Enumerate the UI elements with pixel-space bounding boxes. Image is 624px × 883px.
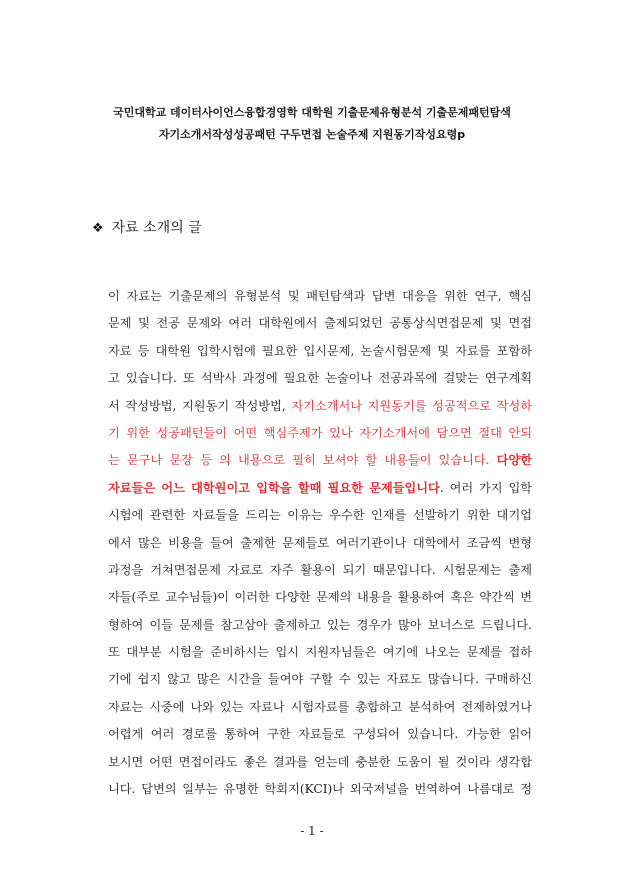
body-line: 이 자료는 기출문제의 유형분석 및 패턴탐색과 답변 대응을 위한 연구, 핵심 [108,289,532,303]
body-line: 어렵게 여러 경로를 통하여 구한 자료들로 구성되어 있습니다. 가능한 읽어 [108,727,532,742]
highlighted-text: 는 문구나 문장 등 의 내용으로 필히 보셔야 할 내용들이 있습니다. [108,453,497,468]
document-title-line-2: 자기소개서작성성공패턴 구두면접 논술주제 지원동기작성요령p [158,128,466,141]
body-text-segment: 서 작성방법, 지원동기 작성방법, [108,398,292,413]
body-line: 시험에 관련한 자료들을 드리는 이유는 우수한 인재를 선발하기 위한 대기업 [108,508,532,523]
highlighted-line: 기 위한 성공패턴들이 어떤 핵심주제가 있나 자기소개서에 담으면 절대 안되 [108,425,532,440]
body-line [108,393,532,420]
section-heading [92,217,202,237]
section-heading-text: 자료 소개의 글 [111,220,202,236]
body-line [108,475,532,502]
body-line: 자료 등 대학원 입학시험에 필요한 입시문제, 논술시험문제 및 자료를 포함하 [108,343,532,358]
highlighted-bold-text: 자료들은 어느 대학원이고 입학을 할때 필요한 문제들입니다 [108,480,440,495]
body-line: 니다. 답변의 일부는 유명한 학회지(KCI)나 외국저널을 번역하여 나름대로 정 [108,782,532,797]
document-title-line-1: 국민대학교 데이터사이언스융합경영학 대학원 기출문제유형분석 기출문제패턴탐색 [113,106,511,119]
body-line: 기에 쉽지 않고 많은 시간을 들여야 구할 수 있는 자료도 많습니다. 구매하신 [108,672,532,687]
body-line: 문제 및 전공 문제와 여러 대학원에서 출제되었던 공통상식면접문제 및 면접 [108,316,532,331]
body-paragraph [108,283,532,803]
body-line: 고 있습니다. 또 석박사 과정에 필요한 논술이나 전공과목에 걸맞는 연구계획 [108,371,532,386]
diamond-bullet-icon: ❖ [92,221,104,236]
highlighted-bold-text: 다양한 [496,453,532,468]
body-line: 자들(주로 교수님들)이 이러한 다양한 문제의 내용을 활용하여 혹은 약간씩 변 [108,590,532,605]
page-number: - 1 - [300,824,324,838]
body-line: 에서 많은 비용을 들여 출제한 문제들로 여러기관이나 대학에서 조금씩 변형 [108,535,532,550]
body-line: 자료는 시중에 나와 있는 자료나 시험자료를 총합하고 분석하여 전제하였거나 [108,699,532,714]
highlighted-text: 자기소개서나 지원동기를 성공적으로 작성하 [291,398,532,413]
body-line: 형하여 이들 문제를 참고삼아 출제하고 있는 경우가 많아 보너스로 드립니다. [108,617,532,632]
body-line: 또 대부분 시험을 준비하시는 입시 지원자님들은 여기에 나오는 문제를 접하 [108,645,532,660]
body-line: 과정을 거쳐면접문제 자료로 자주 활용이 되기 때문입니다. 시험문제는 출제 [108,562,532,577]
body-text-segment: . 여러 가지 입학 [439,480,532,495]
body-line [108,447,532,474]
body-line: 보시면 어떤 면접이라도 좋은 결과를 얻는데 충분한 도움이 될 것이라 생각합 [108,754,532,769]
